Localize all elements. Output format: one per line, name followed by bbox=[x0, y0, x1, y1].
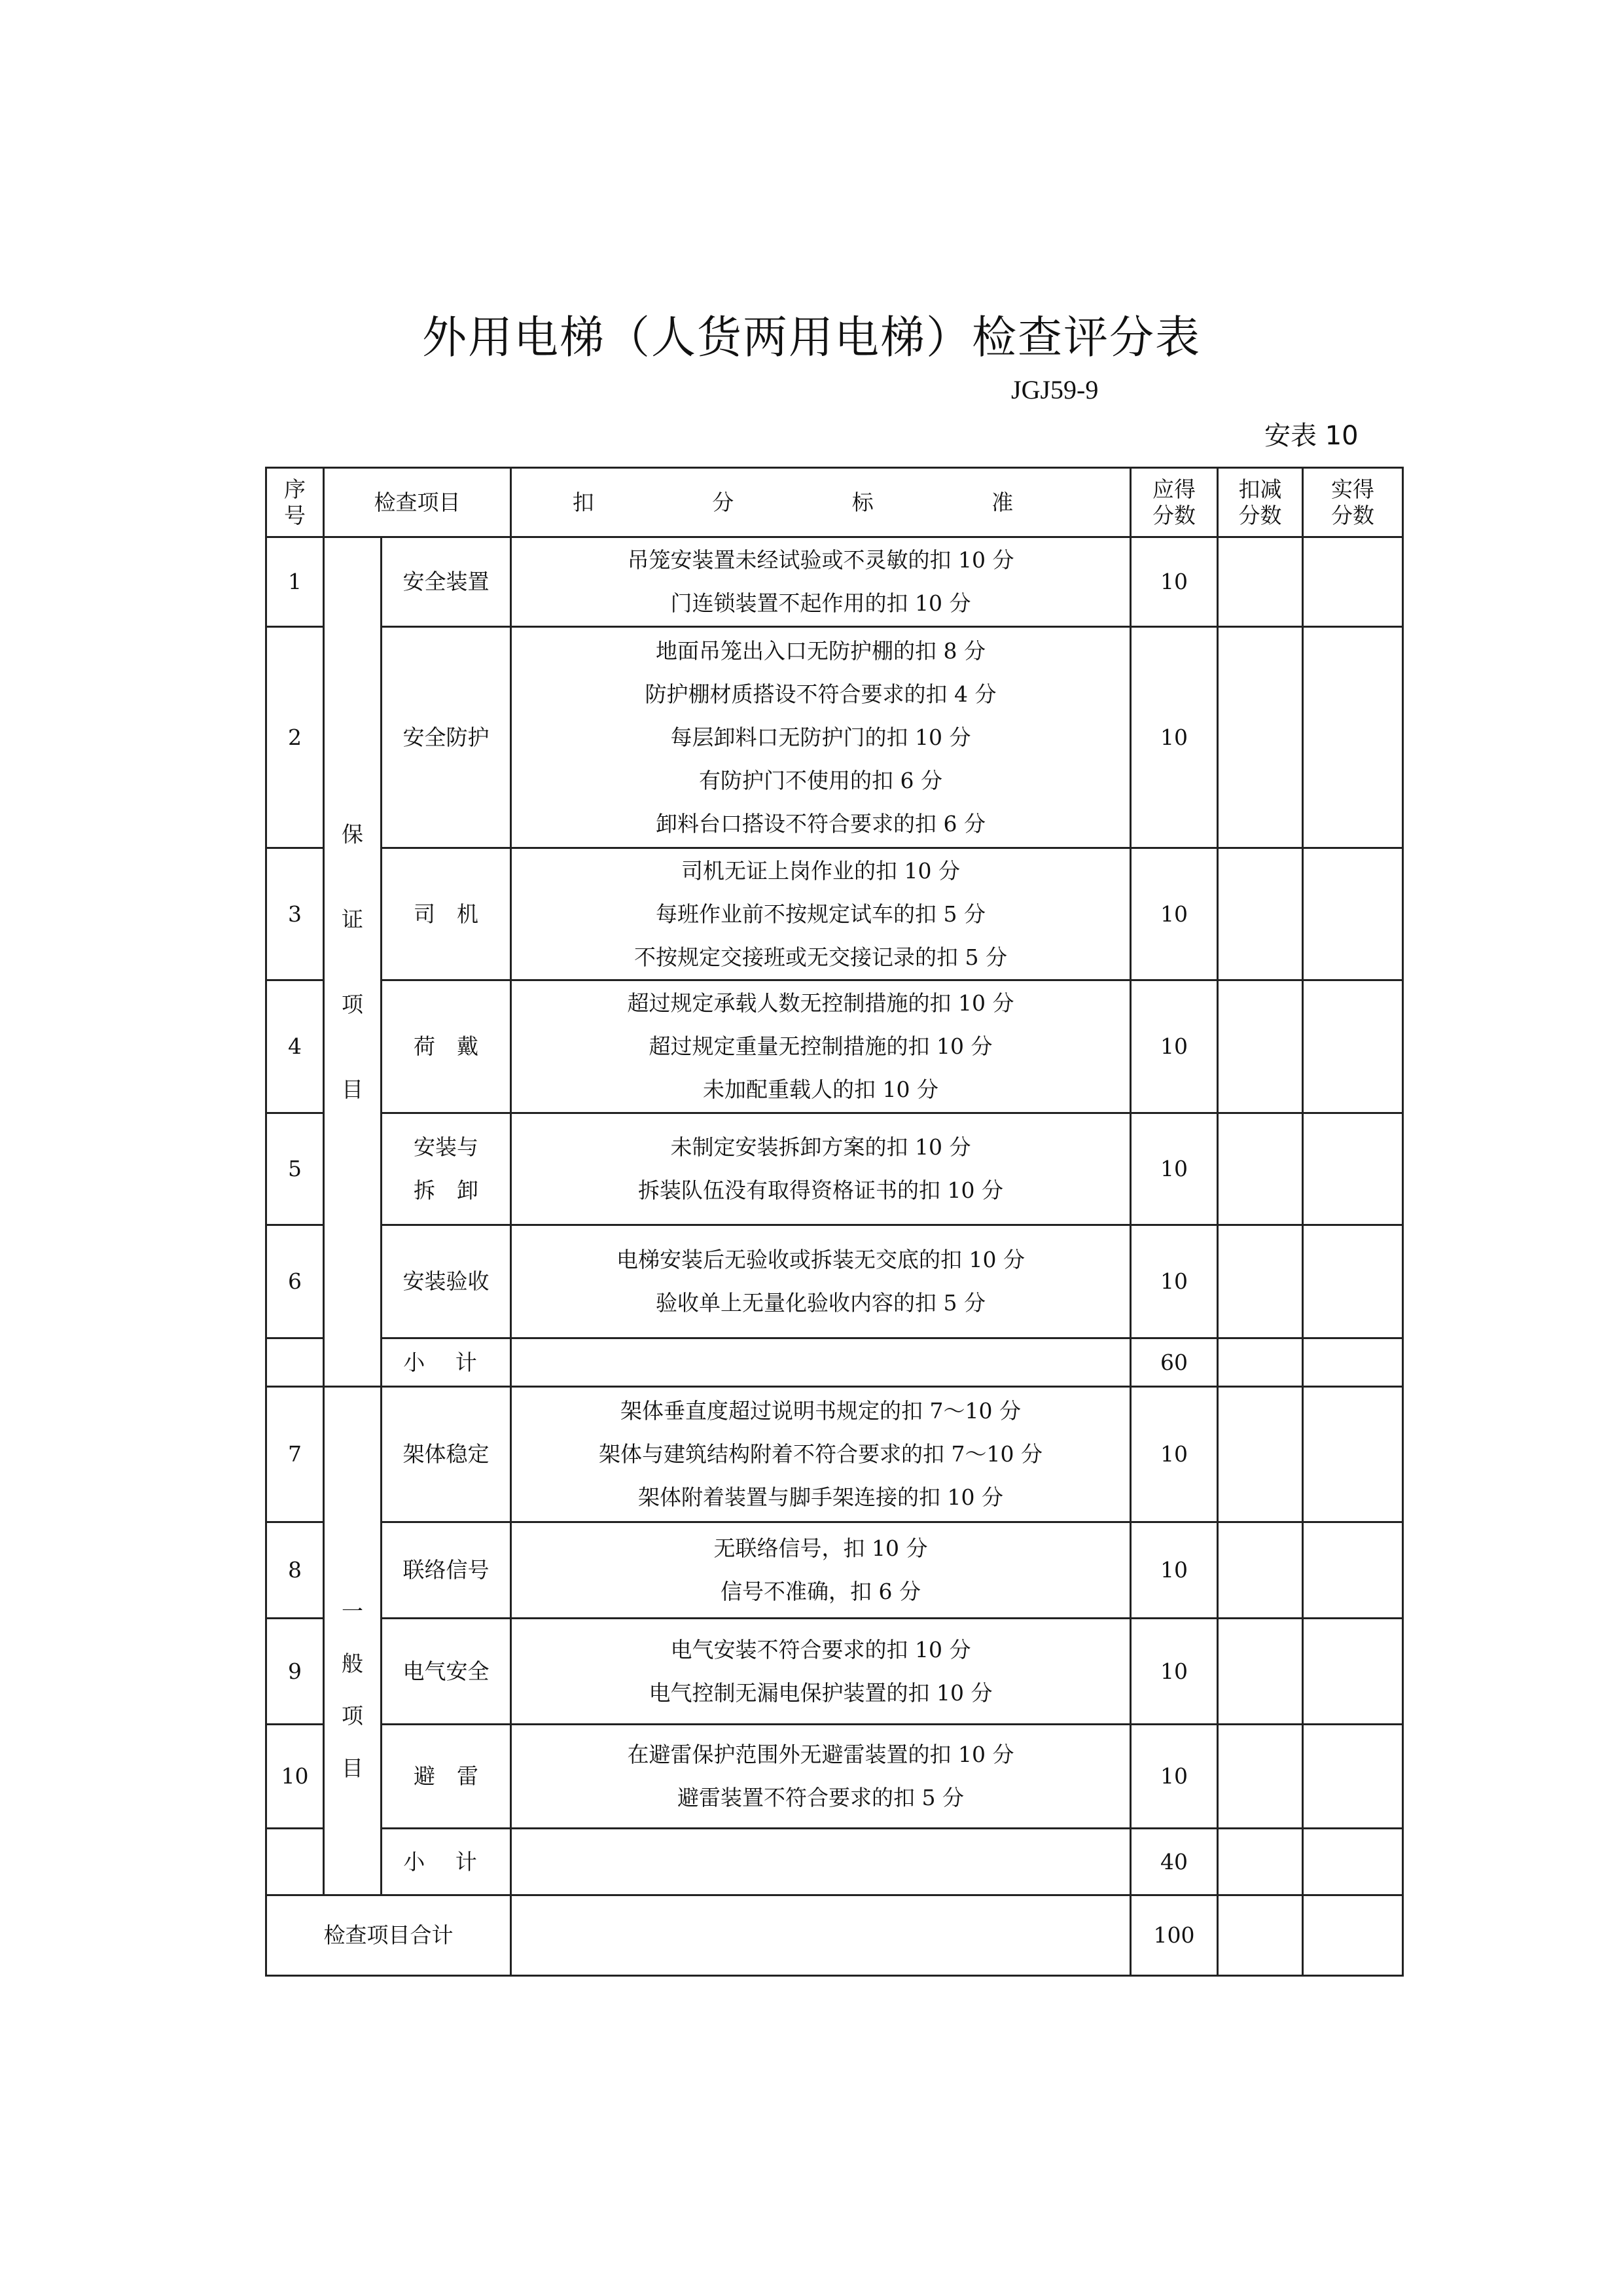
max-score-cell: 10 bbox=[1131, 627, 1218, 848]
total-criteria-cell bbox=[511, 1895, 1131, 1976]
criteria-line: 防护棚材质搭设不符合要求的扣 4 分 bbox=[645, 681, 997, 707]
header-text-line: 实得 bbox=[1331, 476, 1374, 502]
table-row bbox=[266, 1725, 1403, 1829]
subtotal-criteria-cell bbox=[511, 1829, 1131, 1895]
seq-cell: 1 bbox=[266, 537, 324, 627]
header-seq: 序号 bbox=[266, 468, 324, 537]
actual-score-cell[interactable] bbox=[1303, 1113, 1403, 1225]
table-row bbox=[266, 627, 1403, 848]
group-label-cell bbox=[324, 1387, 382, 1895]
actual-score-cell[interactable] bbox=[1303, 848, 1403, 980]
item-cell bbox=[382, 1522, 511, 1619]
header-text-line: 扣减 bbox=[1238, 476, 1282, 502]
item-cell bbox=[382, 1619, 511, 1725]
item-cell bbox=[382, 1387, 511, 1522]
header-max-score bbox=[1131, 468, 1218, 537]
table-body bbox=[266, 537, 1403, 1976]
max-score-cell: 10 bbox=[1131, 537, 1218, 627]
max-score-cell: 10 bbox=[1131, 1113, 1218, 1225]
subtotal-deducted[interactable] bbox=[1218, 1338, 1303, 1387]
criteria-line: 每层卸料口无防护门的扣 10 分 bbox=[670, 724, 971, 750]
criteria-line: 未制定安装拆卸方案的扣 10 分 bbox=[670, 1134, 971, 1160]
seq-cell: 5 bbox=[266, 1113, 324, 1225]
actual-score-cell[interactable] bbox=[1303, 1522, 1403, 1619]
max-score-cell: 10 bbox=[1131, 1522, 1218, 1619]
table-row bbox=[266, 1522, 1403, 1619]
seq-cell: 6 bbox=[266, 1225, 324, 1338]
max-score-cell: 10 bbox=[1131, 1387, 1218, 1522]
header-deducted bbox=[1218, 468, 1303, 537]
header-text-line: 分数 bbox=[1238, 502, 1282, 528]
group-label-cell bbox=[324, 537, 382, 1387]
max-score-cell: 10 bbox=[1131, 1619, 1218, 1725]
header-text-line: 应得 bbox=[1152, 476, 1196, 502]
actual-score-cell[interactable] bbox=[1303, 1225, 1403, 1338]
subtotal-max-score: 40 bbox=[1131, 1829, 1218, 1895]
table-row bbox=[266, 1387, 1403, 1522]
subtotal-row bbox=[266, 1338, 1403, 1387]
actual-score-cell[interactable] bbox=[1303, 980, 1403, 1113]
criteria-line: 在避雷保护范围外无避雷装置的扣 10 分 bbox=[627, 1742, 1014, 1767]
criteria-cell bbox=[511, 1225, 1131, 1338]
item-label: 避 雷 bbox=[414, 1763, 478, 1789]
deducted-score-cell[interactable] bbox=[1218, 1725, 1303, 1829]
item-label: 荷 戴 bbox=[414, 1033, 478, 1059]
actual-score-cell[interactable] bbox=[1303, 1387, 1403, 1522]
criteria-cell bbox=[511, 627, 1131, 848]
seq-cell: 8 bbox=[266, 1522, 324, 1619]
item-cell bbox=[382, 848, 511, 980]
actual-score-cell[interactable] bbox=[1303, 537, 1403, 627]
seq-cell: 4 bbox=[266, 980, 324, 1113]
criteria-line: 门连锁装置不起作用的扣 10 分 bbox=[670, 590, 971, 616]
header-actual bbox=[1303, 468, 1403, 537]
criteria-line: 地面吊笼出入口无防护棚的扣 8 分 bbox=[656, 637, 986, 664]
deducted-score-cell[interactable] bbox=[1218, 980, 1303, 1113]
item-label: 电气安全 bbox=[402, 1658, 490, 1684]
table-row bbox=[266, 980, 1403, 1113]
criteria-cell bbox=[511, 980, 1131, 1113]
item-label: 安全装置 bbox=[402, 569, 490, 594]
document-title: 外用电梯（人货两用电梯）检查评分表 bbox=[421, 312, 1201, 364]
criteria-line: 有防护门不使用的扣 6 分 bbox=[699, 767, 942, 793]
subtotal-actual[interactable] bbox=[1303, 1829, 1403, 1895]
criteria-line: 超过规定承载人数无控制措施的扣 10 分 bbox=[627, 990, 1014, 1016]
criteria-cell bbox=[511, 1522, 1131, 1619]
table-row bbox=[266, 1225, 1403, 1338]
deducted-score-cell[interactable] bbox=[1218, 627, 1303, 848]
item-cell bbox=[382, 980, 511, 1113]
total-actual[interactable] bbox=[1303, 1895, 1403, 1976]
deducted-score-cell[interactable] bbox=[1218, 1522, 1303, 1619]
item-label: 安装验收 bbox=[402, 1268, 490, 1294]
actual-score-cell[interactable] bbox=[1303, 1725, 1403, 1829]
subtotal-seq-cell bbox=[266, 1829, 324, 1895]
seq-cell: 7 bbox=[266, 1387, 324, 1522]
score-table bbox=[265, 467, 1404, 1977]
criteria-line: 电气控制无漏电保护装置的扣 10 分 bbox=[649, 1679, 993, 1706]
actual-score-cell[interactable] bbox=[1303, 627, 1403, 848]
criteria-cell bbox=[511, 1619, 1131, 1725]
total-row bbox=[266, 1895, 1403, 1976]
group-label: 一般项目 bbox=[342, 1598, 363, 1781]
seq-cell: 2 bbox=[266, 627, 324, 848]
actual-score-cell[interactable] bbox=[1303, 1619, 1403, 1725]
criteria-line: 验收单上无量化验收内容的扣 5 分 bbox=[656, 1290, 986, 1316]
criteria-line: 无联络信号，扣 10 分 bbox=[713, 1535, 928, 1561]
deducted-score-cell[interactable] bbox=[1218, 1387, 1303, 1522]
max-score-cell: 10 bbox=[1131, 1725, 1218, 1829]
criteria-cell bbox=[511, 537, 1131, 627]
subtotal-criteria-cell bbox=[511, 1338, 1131, 1387]
criteria-line: 架体与建筑结构附着不符合要求的扣 7～10 分 bbox=[599, 1441, 1043, 1467]
subtotal-actual[interactable] bbox=[1303, 1338, 1403, 1387]
criteria-line: 超过规定重量无控制措施的扣 10 分 bbox=[649, 1033, 993, 1059]
item-label: 联络信号 bbox=[402, 1557, 490, 1583]
table-row bbox=[266, 1619, 1403, 1725]
criteria-line: 电梯安装后无验收或拆装无交底的扣 10 分 bbox=[616, 1247, 1025, 1272]
subtotal-label: 小 计 bbox=[382, 1338, 511, 1387]
group-label: 保证项目 bbox=[342, 821, 363, 1102]
criteria-line: 司机无证上岗作业的扣 10 分 bbox=[681, 857, 960, 884]
seq-cell: 10 bbox=[266, 1725, 324, 1829]
table-row bbox=[266, 848, 1403, 980]
criteria-line: 吊笼安装置未经试验或不灵敏的扣 10 分 bbox=[627, 547, 1014, 573]
criteria-line: 避雷装置不符合要求的扣 5 分 bbox=[677, 1785, 964, 1810]
seq-cell: 9 bbox=[266, 1619, 324, 1725]
item-label: 安装与拆 卸 bbox=[414, 1134, 478, 1203]
table-number: 安表 10 bbox=[1264, 421, 1359, 451]
criteria-line: 每班作业前不按规定试车的扣 5 分 bbox=[656, 901, 986, 927]
total-label: 检查项目合计 bbox=[266, 1895, 511, 1976]
criteria-line: 不按规定交接班或无交接记录的扣 5 分 bbox=[634, 944, 1007, 970]
deducted-score-cell[interactable] bbox=[1218, 1225, 1303, 1338]
criteria-cell bbox=[511, 848, 1131, 980]
header-text-line: 分数 bbox=[1152, 502, 1196, 528]
max-score-cell: 10 bbox=[1131, 1225, 1218, 1338]
header-row bbox=[266, 468, 1403, 537]
criteria-line: 拆装队伍没有取得资格证书的扣 10 分 bbox=[638, 1177, 1003, 1203]
criteria-cell bbox=[511, 1725, 1131, 1829]
item-cell bbox=[382, 1725, 511, 1829]
item-cell bbox=[382, 1113, 511, 1225]
header-item: 检查项目 bbox=[324, 468, 511, 537]
deducted-score-cell[interactable] bbox=[1218, 537, 1303, 627]
subtotal-seq-cell bbox=[266, 1338, 324, 1387]
header-criteria: 扣 分 标 准 bbox=[511, 468, 1131, 537]
criteria-cell bbox=[511, 1113, 1131, 1225]
subtotal-max-score: 60 bbox=[1131, 1338, 1218, 1387]
criteria-line: 信号不准确，扣 6 分 bbox=[721, 1579, 921, 1604]
item-cell bbox=[382, 627, 511, 848]
criteria-line: 电气安装不符合要求的扣 10 分 bbox=[670, 1636, 971, 1662]
deducted-score-cell[interactable] bbox=[1218, 848, 1303, 980]
item-label: 架体稳定 bbox=[402, 1441, 490, 1467]
max-score-cell: 10 bbox=[1131, 980, 1218, 1113]
item-label: 司 机 bbox=[414, 901, 478, 927]
seq-cell: 3 bbox=[266, 848, 324, 980]
criteria-line: 架体垂直度超过说明书规定的扣 7～10 分 bbox=[620, 1398, 1021, 1424]
deducted-score-cell[interactable] bbox=[1218, 1619, 1303, 1725]
deducted-score-cell[interactable] bbox=[1218, 1113, 1303, 1225]
criteria-line: 架体附着装置与脚手架连接的扣 10 分 bbox=[638, 1484, 1003, 1510]
criteria-cell bbox=[511, 1387, 1131, 1522]
subtotal-label: 小 计 bbox=[382, 1829, 511, 1895]
item-label: 安全防护 bbox=[402, 724, 490, 750]
standard-code: JGJ59-9 bbox=[1011, 375, 1099, 404]
total-deducted[interactable] bbox=[1218, 1895, 1303, 1976]
table-row bbox=[266, 1113, 1403, 1225]
header-text-line: 分数 bbox=[1331, 502, 1374, 528]
total-max-score: 100 bbox=[1131, 1895, 1218, 1976]
table-row bbox=[266, 537, 1403, 627]
subtotal-deducted[interactable] bbox=[1218, 1829, 1303, 1895]
subtotal-row bbox=[266, 1829, 1403, 1895]
criteria-line: 未加配重载人的扣 10 分 bbox=[703, 1077, 938, 1102]
item-cell bbox=[382, 537, 511, 627]
item-cell bbox=[382, 1225, 511, 1338]
criteria-line: 卸料台口搭设不符合要求的扣 6 分 bbox=[656, 810, 986, 836]
max-score-cell: 10 bbox=[1131, 848, 1218, 980]
